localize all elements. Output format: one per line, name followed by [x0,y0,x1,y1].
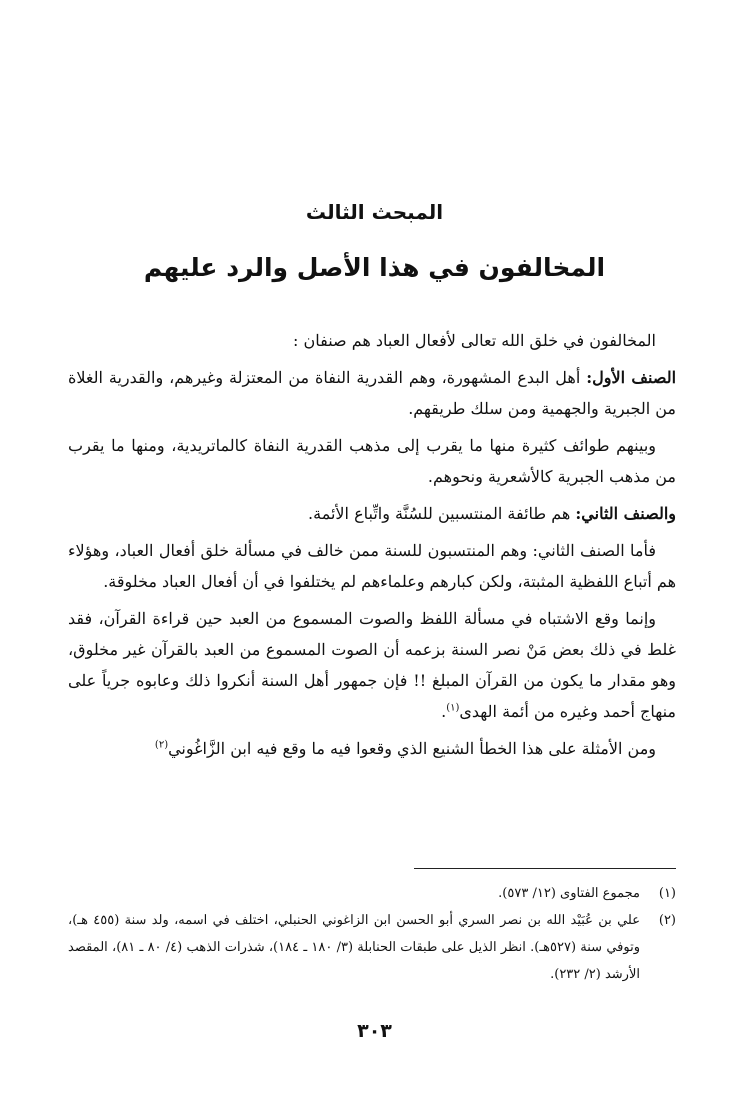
paragraph-sects [68,430,676,492]
paragraph-intro [68,325,676,356]
page-number: ٣٠٣ [357,1020,392,1042]
paragraph-confusion [68,603,676,727]
paragraph-second-type [68,498,676,529]
paragraph-confusion-end: . [441,702,447,721]
second-type-text: هم طائفة المنتسبين للسُنَّة واتِّباع الأئمة. [308,504,576,523]
footnote-ref-2: (٢) [154,739,169,751]
footnotes [68,880,676,988]
section-label: المبحث الثالث [305,200,444,224]
paragraph-intro-text: المخالفون في خلق الله تعالى لأفعال العباد هم صنفان : [293,331,656,350]
paragraph-first-type [68,362,676,424]
footnote-ref-1: (١) [446,702,460,714]
first-type-text: أهل البدع المشهورة، وهم القدرية النفاة من المعتزلة وغيرهم، والقدرية الغلاة من الجبرية والجهمية ومن سلك طريقهم. [68,368,676,418]
first-type-label: الصنف الأول: [586,368,677,387]
footnote-item [68,880,676,907]
footnote-number: (٢) [658,913,676,928]
section-title: المخالفون في هذا الأصل والرد عليهم [143,253,606,282]
footnote-number: (١) [658,886,676,901]
footnote-text: علي بن عُبَيْد الله بن نصر السري أبو الحسن ابن الزاغوني الحنبلي، اختلف في اسمه، ولد سنة (٤٥٥ هـ)، وتوفي سنة (٥٢٧هـ). انظر الذيل على طبقات الحنابلة (٣/ ١٨٠ ـ ١٨٤)، شذرات الذهب (٤/ ٨٠ ـ ٨١)، المقصد الأرشد (٢/ ٢٣٢). [68,913,640,982]
second-type-label: والصنف الثاني: [575,504,676,523]
paragraph-second-type-detail-text: فأما الصنف الثاني: وهم المنتسبون للسنة ممن خالف في مسألة خلق أفعال العباد، وهؤلاء هم أتباع اللفظية المثبتة، ولكن كبارهم وعلماءهم لم يختلفوا في أن أفعال العباد مخلوقة. [68,541,676,591]
paragraph-example [68,733,676,764]
body-text [68,325,676,770]
footnote-item [68,907,676,988]
paragraph-second-type-detail [68,535,676,597]
paragraph-sects-text: وبينهم طوائف كثيرة منها ما يقرب إلى مذهب القدرية النفاة كالماتريدية، ومنها ما يقرب من مذهب الجبرية كالأشعرية ونحوهم. [68,436,676,486]
paragraph-example-text: ومن الأمثلة على هذا الخطأ الشنيع الذي وقعوا فيه ما وقع فيه ابن الزَّاغُوني [168,739,656,758]
paragraph-confusion-text: وإنما وقع الاشتباه في مسألة اللفظ والصوت المسموع من العبد حين قراءة القرآن، فقد غلط في ذلك بعض مَنْ نصر السنة بزعمه أن الصوت المسموع من العبد بالقرآن غير مخلوق، وهو مقدار ما يكون من القرآن المبلغ !! فإن جمهور أهل السنة أنكروا ذلك وعابوه جرياً على منهاج أحمد وغيره من أئمة الهدى [68,609,677,721]
footnote-divider [414,868,676,869]
footnote-text: مجموع الفتاوى (١٢/ ٥٧٣). [498,886,640,901]
